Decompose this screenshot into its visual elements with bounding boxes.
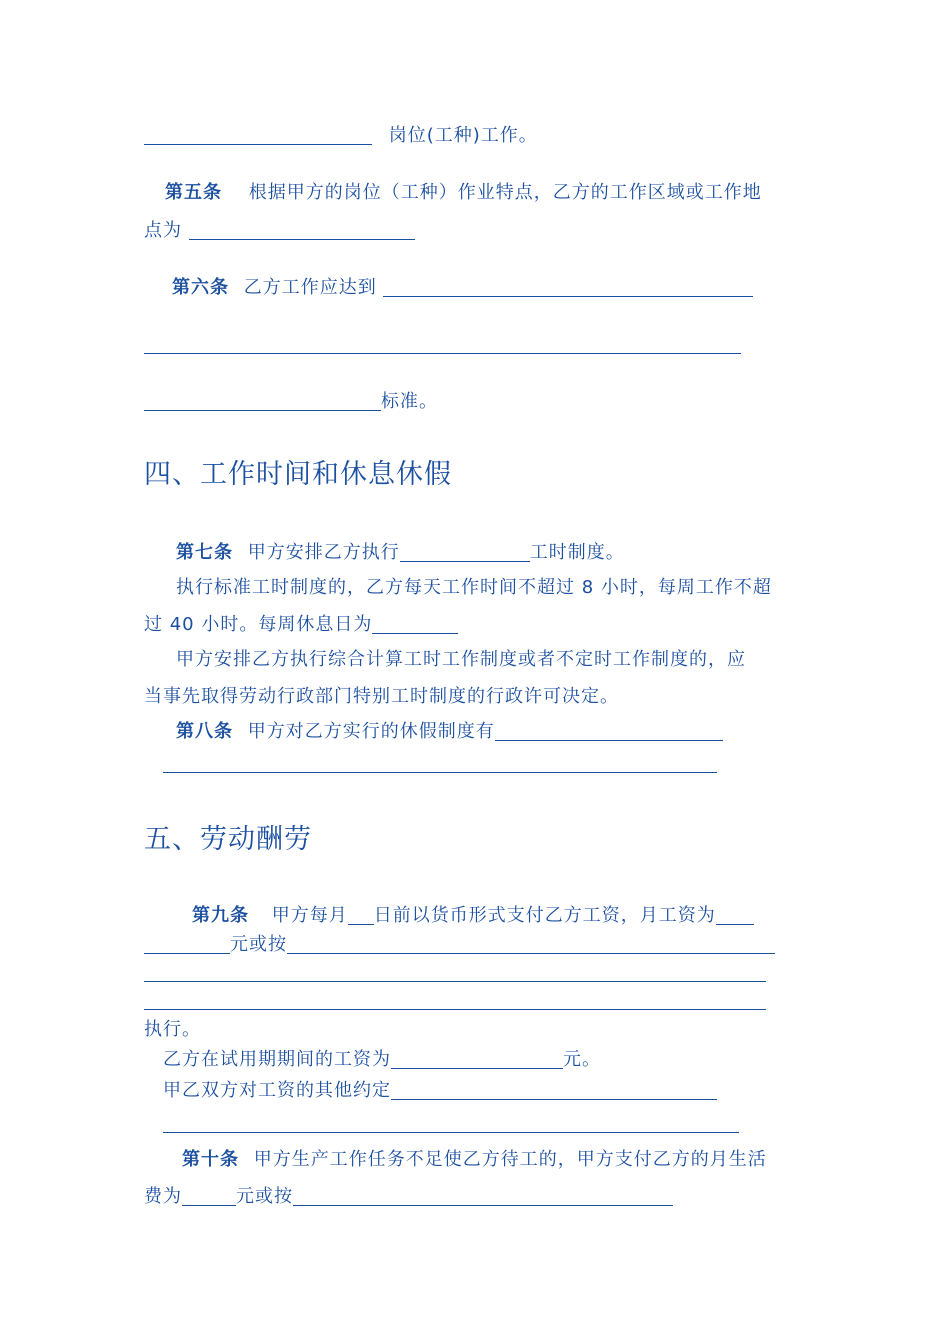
blank-line[interactable] <box>163 772 717 773</box>
article-10-line-1 <box>182 1148 767 1172</box>
article-5-line-1 <box>165 181 762 205</box>
article-7-para-1-line-1: 执行标准工时制度的，乙方每天工作时间不超过 8 小时，每周工作不超 <box>176 577 772 598</box>
text: 乙方工作应达到 <box>243 277 377 298</box>
article-7-line-1 <box>176 541 625 565</box>
blank[interactable] <box>372 615 458 634</box>
article-label: 第七条 <box>176 542 233 563</box>
article-9-line-1 <box>192 904 754 928</box>
text: 元。 <box>563 1049 601 1070</box>
blank-line[interactable] <box>163 1132 739 1133</box>
text: 标准。 <box>381 391 438 412</box>
article-label: 第五条 <box>165 182 222 203</box>
blank[interactable] <box>182 1187 236 1206</box>
blank-line[interactable] <box>144 981 766 982</box>
article-5-line-2 <box>144 219 415 243</box>
article-label: 第十条 <box>182 1149 239 1170</box>
section-5-heading: 五、劳动酬劳 <box>144 824 312 855</box>
blank[interactable] <box>400 543 530 562</box>
line-job-type <box>144 124 538 148</box>
blank[interactable] <box>383 278 753 297</box>
text: 甲乙双方对工资的其他约定 <box>163 1080 391 1101</box>
text: 元或按 <box>230 934 287 955</box>
text: 甲方对乙方实行的休假制度有 <box>247 721 495 742</box>
text: 甲方每月 <box>271 905 348 926</box>
section-4-heading: 四、工作时间和休息休假 <box>144 459 452 490</box>
blank[interactable] <box>391 1050 563 1069</box>
blank[interactable] <box>144 392 381 411</box>
article-7-para-2-line-1: 甲方安排乙方执行综合计算工时工作制度或者不定时工作制度的，应 <box>176 649 746 670</box>
blank[interactable] <box>716 906 754 925</box>
article-9-probation-line <box>163 1048 601 1072</box>
article-9-line-2 <box>144 933 775 957</box>
blank[interactable] <box>293 1187 673 1206</box>
blank[interactable] <box>189 221 415 240</box>
article-7-para-1-line-2 <box>144 613 458 637</box>
text: 乙方在试用期期间的工资为 <box>163 1049 391 1070</box>
text: 甲方生产工作任务不足使乙方待工的，甲方支付乙方的月生活 <box>253 1149 767 1170</box>
blank[interactable] <box>144 935 230 954</box>
blank[interactable] <box>287 935 775 954</box>
text: 甲方安排乙方执行 <box>247 542 400 563</box>
blank[interactable] <box>348 906 374 925</box>
blank[interactable] <box>144 126 372 145</box>
article-9-line-5: 执行。 <box>144 1019 201 1040</box>
article-10-line-2 <box>144 1185 673 1209</box>
text: 点为 <box>144 220 182 241</box>
article-label: 第八条 <box>176 721 233 742</box>
article-label: 第九条 <box>192 905 249 926</box>
article-label: 第六条 <box>172 277 229 298</box>
article-7-para-2-line-2: 当事先取得劳动行政部门特别工时制度的行政许可决定。 <box>144 686 619 707</box>
article-6-line-3 <box>144 390 438 414</box>
article-6-line-1 <box>172 276 753 300</box>
article-8-line-1 <box>176 720 723 744</box>
text: 根据甲方的岗位（工种）作业特点，乙方的工作区域或工作地 <box>248 182 762 203</box>
text: 日前以货币形式支付乙方工资，月工资为 <box>373 905 716 926</box>
text: 费为 <box>144 1186 182 1207</box>
blank[interactable] <box>495 722 723 741</box>
text: 工时制度。 <box>529 542 625 563</box>
blank-line[interactable] <box>144 353 741 354</box>
text: 过 40 小时。每周休息日为 <box>144 614 373 635</box>
blank[interactable] <box>391 1081 717 1100</box>
article-9-other-line <box>163 1079 717 1103</box>
text: 岗位(工种)工作。 <box>388 125 538 146</box>
text: 元或按 <box>236 1186 293 1207</box>
blank-line[interactable] <box>144 1009 766 1010</box>
